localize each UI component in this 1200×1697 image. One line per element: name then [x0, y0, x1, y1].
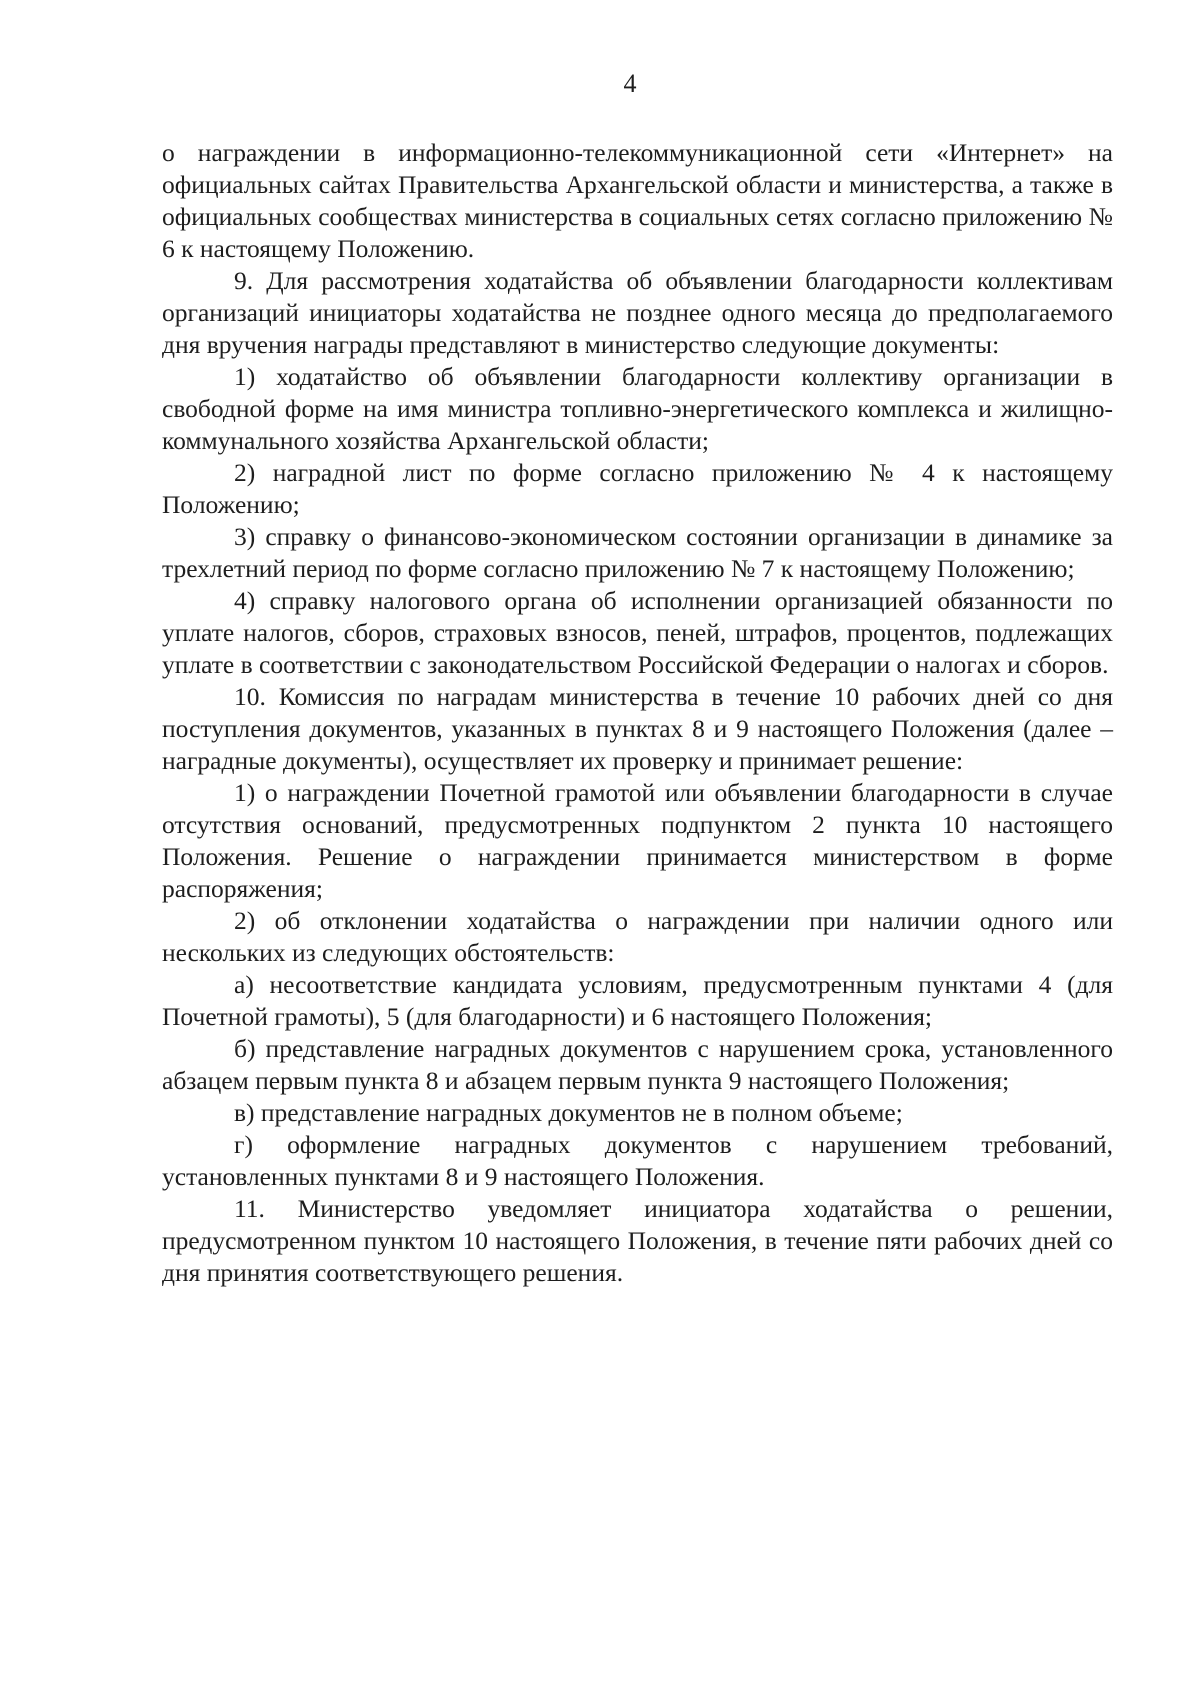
paragraph-subitem-10-2-v: в) представление наградных документов не в полном объеме; — [234, 1098, 903, 1127]
paragraph-subitem-10-2-b: б) представление наградных документов с нарушением срока, установленного абзацем первым пункта 8 и абзацем первым пункта 9 настоящего Положения; — [162, 1034, 1113, 1095]
paragraph-item-9: 9. Для рассмотрения ходатайства об объявлении благодарности коллективам организаций инициаторы ходатайства не позднее одного месяца до предполагаемого дня вручения награды представляют в министерство следующие документы: — [162, 266, 1113, 359]
paragraph-subitem-9-1: 1) ходатайство об объявлении благодарности коллективу организации в свободной форме на имя министра топливно-энергетического комплекса и жилищно-коммунального хозяйства Архангельской области; — [162, 362, 1113, 455]
paragraph-item-10: 10. Комиссия по наградам министерства в течение 10 рабочих дней со дня поступления документов, указанных в пунктах 8 и 9 настоящего Положения (далее – наградные документы), осуществляет их проверку и принимает решение: — [162, 682, 1113, 775]
paragraph-subitem-10-2-a: а) несоответствие кандидата условиям, предусмотренным пунктами 4 (для Почетной грамоты), 5 (для благодарности) и 6 настоящего Положения; — [162, 970, 1113, 1031]
paragraph-subitem-10-2-g: г) оформление наградных документов с нарушением требований, установленных пунктами 8 и 9 настоящего Положения. — [162, 1130, 1113, 1191]
page-number: 4 — [623, 69, 637, 98]
paragraph-subitem-9-2: 2) наградной лист по форме согласно приложению № 4 к настоящему Положению; — [162, 458, 1113, 519]
paragraph-item-11: 11. Министерство уведомляет инициатора ходатайства о решении, предусмотренном пунктом 10 настоящего Положения, в течение пяти рабочих дней со дня принятия соответствующего решения. — [162, 1194, 1113, 1287]
document-body — [162, 137, 1113, 1289]
paragraph-subitem-10-2: 2) об отклонении ходатайства о награждении при наличии одного или нескольких из следующих обстоятельств: — [162, 906, 1113, 967]
paragraph-subitem-9-4: 4) справку налогового органа об исполнении организацией обязанности по уплате налогов, сборов, страховых взносов, пеней, штрафов, процентов, подлежащих уплате в соответствии с законодательством Российской Федерации о налогах и сборов. — [162, 586, 1113, 679]
paragraph-subitem-9-3: 3) справку о финансово-экономическом состоянии организации в динамике за трехлетний период по форме согласно приложению № 7 к настоящему Положению; — [162, 522, 1113, 583]
paragraph-continuation: о награждении в информационно-телекоммуникационной сети «Интернет» на официальных сайтах Правительства Архангельской области и министерства, а также в официальных сообществах министерства в социальных сетях согласно приложению № 6 к настоящему Положению. — [162, 138, 1113, 263]
paragraph-subitem-10-1: 1) о награждении Почетной грамотой или объявлении благодарности в случае отсутствия оснований, предусмотренных подпунктом 2 пункта 10 настоящего Положения. Решение о награждении принимается министерством в форме распоряжения; — [162, 778, 1113, 903]
